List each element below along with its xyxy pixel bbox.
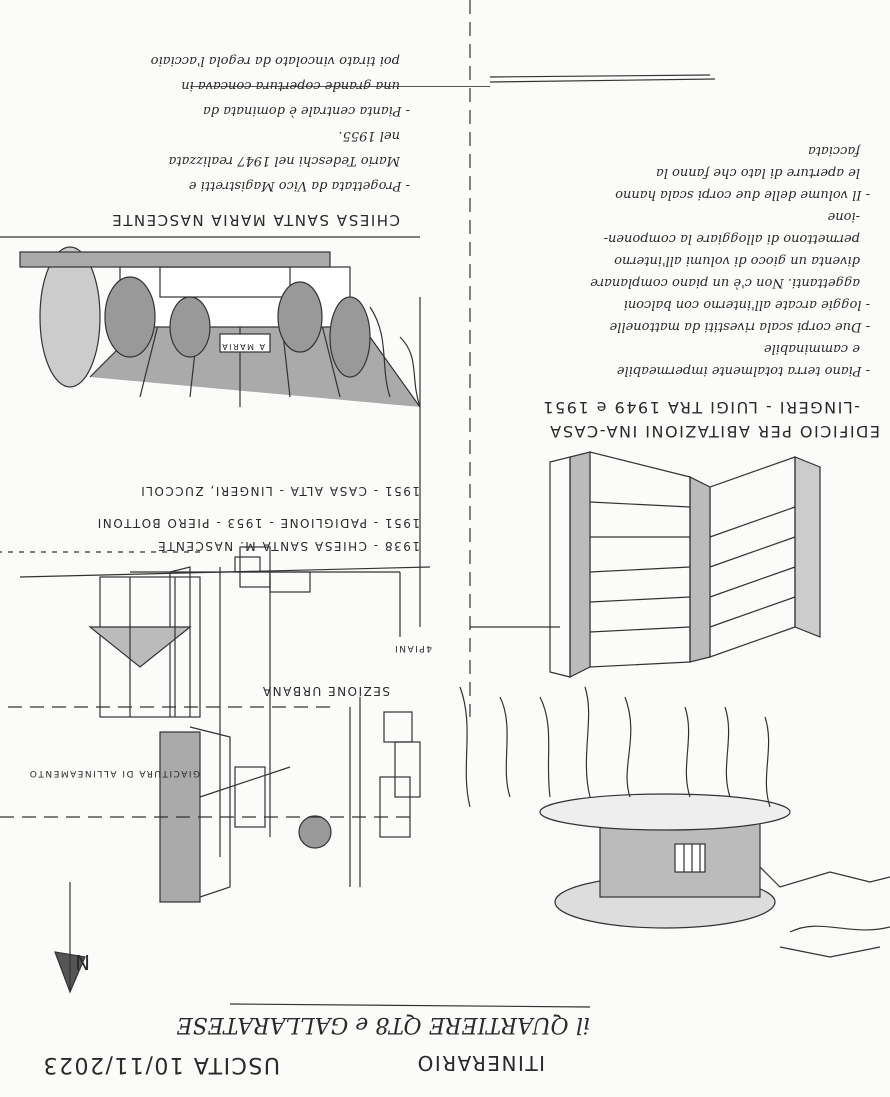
north-arrow bbox=[55, 882, 85, 992]
ina-casa-note: facciata bbox=[807, 143, 860, 158]
giacitura-label: GIACITURA DI ALLINEAMENTO bbox=[28, 768, 200, 778]
ina-casa-note: - Il volume delle due corpi scala hanno bbox=[615, 187, 870, 202]
chiesa-sign: A MARIA bbox=[220, 342, 265, 351]
chiesa-note: - Progettata da Vico Magistretti e bbox=[188, 178, 410, 193]
ina-casa-note: diventa un gioco di volumi all'interno bbox=[614, 253, 860, 268]
chiesa-note: Mario Tedeschi nel 1947 realizzata bbox=[168, 153, 400, 168]
ina-casa-note: aggettanti. Non c'è un piano complanare bbox=[590, 275, 860, 290]
ina-casa-title-2: -LINGERI - LUIGI TRA 1949 e 1951 bbox=[541, 398, 860, 417]
piani-label: 4PIANI bbox=[393, 643, 432, 653]
header-date: USCITA 10/11/2023 bbox=[42, 1052, 280, 1077]
ina-casa-note: - Piano terra totalmente impermeabile bbox=[616, 363, 870, 378]
chiesa-note: una grande copertura concava in bbox=[181, 78, 400, 93]
ina-casa-note: e camminabile bbox=[763, 341, 860, 356]
timeline-line-1: 1938 - CHIESA SANTA M. NASCENTE bbox=[156, 539, 420, 553]
ina-casa-note: - Due corpi scala rivestiti da mattonelle bbox=[609, 319, 870, 334]
divider-line bbox=[490, 75, 710, 77]
ina-casa-note: le aperture di lato che fanno la bbox=[656, 165, 860, 180]
header-subtitle: il QUARTIERE QT8 e GALLARATESE bbox=[176, 1012, 590, 1037]
ina-casa-sketch bbox=[470, 452, 820, 677]
ina-casa-title-1: EDIFICIO PER ABITAZIONI INA-CASA bbox=[548, 422, 880, 441]
pavilion-sketch bbox=[460, 687, 890, 957]
ina-casa-note: permettono di alloggiare la componen- bbox=[603, 231, 860, 246]
divider-line bbox=[490, 79, 715, 82]
subtitle-underline bbox=[230, 1004, 590, 1007]
north-label: N bbox=[73, 950, 90, 974]
header-itinerario: ITINERARIO bbox=[416, 1051, 545, 1075]
sezione-label: SEZIONE URBANA bbox=[261, 684, 390, 698]
timeline-line-3: 1951 - CASA ALTA - LINGERI, ZUCCOLI bbox=[139, 484, 420, 498]
timeline-line-2: 1951 - PADIGLIONE - 1953 - PIERO BOTTONI bbox=[96, 516, 420, 530]
ina-casa-note: -ione bbox=[827, 209, 860, 224]
chiesa-title: CHIESA SANTA MARIA NASCENTE bbox=[110, 211, 400, 229]
chiesa-note: nel 1955. bbox=[338, 128, 400, 143]
ina-casa-note: - loggie arcate all'interno con balconi bbox=[623, 297, 870, 312]
chiesa-note: poi tirato vincolato da regola l'acciaio bbox=[150, 53, 400, 68]
chiesa-sketch bbox=[0, 237, 420, 407]
chiesa-note: - Pianta centrale è dominata da bbox=[203, 103, 410, 118]
